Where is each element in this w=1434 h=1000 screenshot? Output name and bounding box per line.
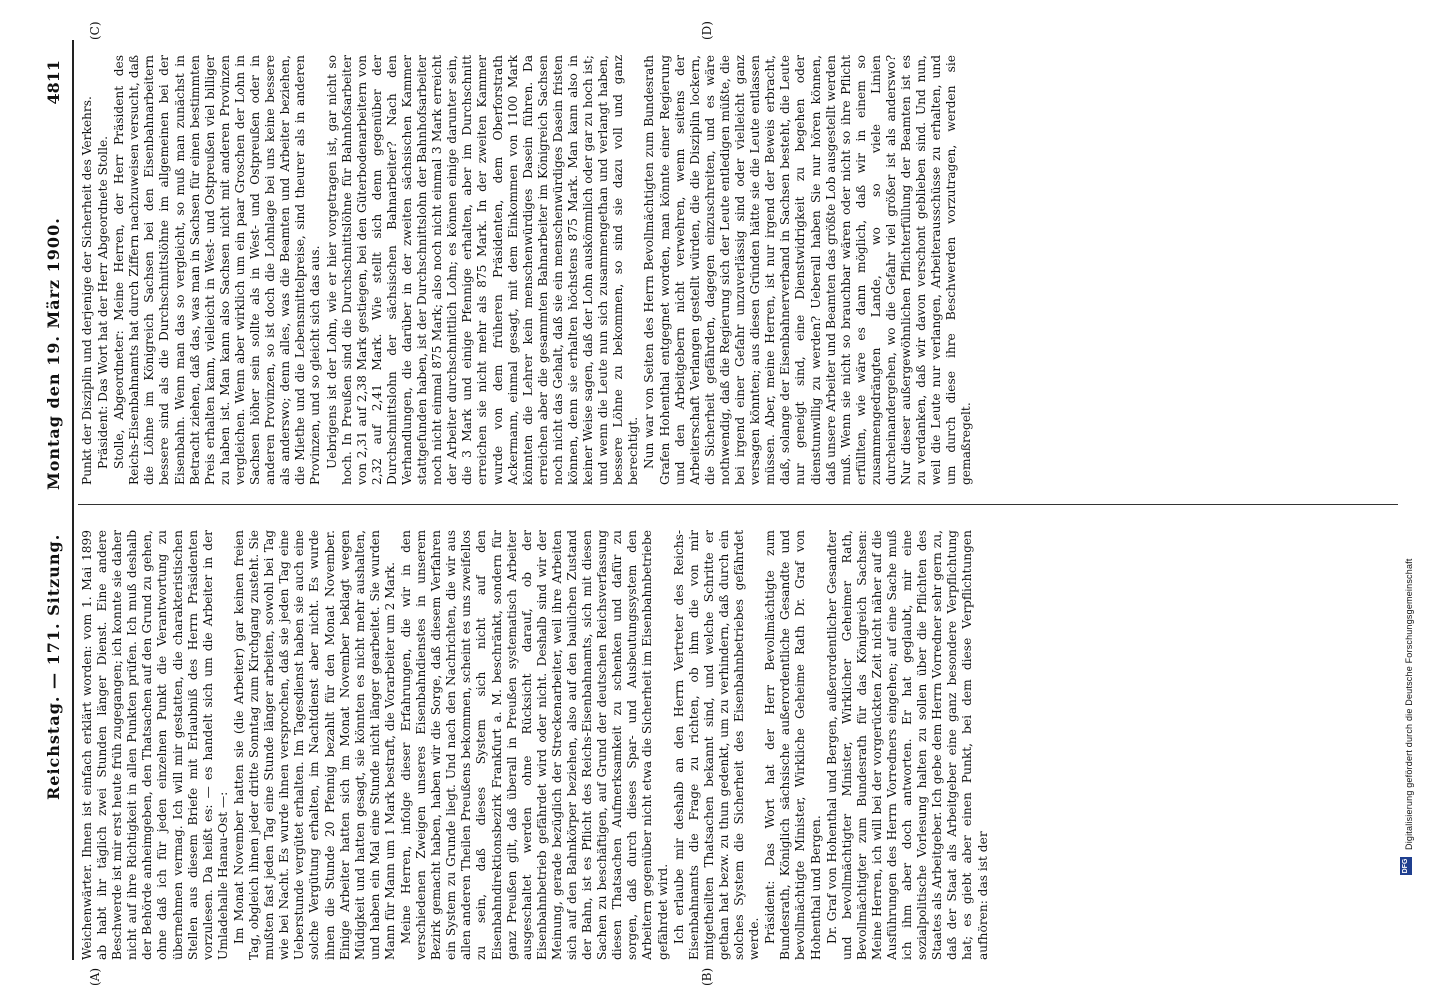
header-rule [72, 40, 74, 960]
paragraph: Weichenwärter. Ihnen ist einfach erklärt worden: vom 1. Mai 1899 ab habt ihr täglich zwei Stunden länger Dienst. Eine andere Beschwerde ist mir erst heute früh zugegangen; ich konnte sie daher nicht auf ihre Richtigkeit in allen Punkten prüfen. Ich muß deshalb der Behörde anheimgeben, den Thatsachen auf den Grund zu gehen, ohne daß ich für jeden einzelnen Punkt die Verantwortung zu übernehmen vermag. Ich will mir gestatten, die charakteristischen Stellen aus diesem Briefe mit Erlaubniß des Herrn Präsidenten vorzulesen. Da heißt es: — es handelt sich um die Arbeiter in der Umladehalle Hanau-Ost —: [80, 530, 230, 960]
paragraph: Im Monat November hatten sie (die Arbeiter) gar keinen freien Tag, obgleich ihnen jeder dritte Sonntag zum Kirchgang zusteht. Sie mußten fast jeden Tag eine Stunde länger arbeiten, sowohl bei Tag wie bei Nacht. Es wurde ihnen versprochen, daß sie jeden Tag eine Ueberstunde vergütet erhalten. Im Tagesdienst haben sie auch eine solche Vergütung erhalten, im Nachtdienst aber nicht. Es wurde ihnen die Stunde 20 Pfennig bezahlt für den Monat November. Einige Arbeiter hatten sich im Monat November beklagt wegen Müdigkeit und hatten gesagt, sie könnten es nicht mehr aushalten, und haben ein Mal eine Stunde nicht länger gearbeitet. Sie wurden Mann für Mann um 1 Mark bestraft, die Vorarbeiter um 2 Mark. [231, 530, 397, 960]
right-column [80, 55, 1390, 485]
paragraph: Uebrigens ist der Lohn, wie er hier vorgetragen ist, gar nicht so hoch. In Preußen sind die Durchschnittslöhne für Bahnhofsarbeiter von 2,31 auf 2,38 Mark gestiegen, bei den Güterbodenarbeitern von 2,32 auf 2,41 Mark. Wie stellt sich denn gegenüber der Durchschnittslohn der sächsischen Bahnarbeiter? Nach den Verhandlungen, die darüber in der zweiten sächsischen Kammer stattgefunden haben, ist der Durchschnittslohn der Bahnhofsarbeiter noch nicht einmal 875 Mark; also noch nicht einmal 3 Mark erreicht der Arbeiter durchschnittlich Lohn; es können einige darunter sein, die 3 Mark und einige Pfennige erhalten, aber im Durchschnitt erreichen sie nicht mehr als 875 Mark. In der zweiten Kammer wurde von dem früheren Präsidenten, dem Oberforstrath Ackermann, einmal gesagt, mit dem Einkommen von 1100 Mark könnten die Lehrer kein menschenwürdiges Dasein führen. Da erreichen aber die gesammten Bahnarbeiter im Königreich Sachsen noch nicht das Gehalt, daß sie ein menschenwürdiges Dasein fristen können, denn sie erhalten höchstens 875 Mark. Man kann also in keiner Weise sagen, daß der Lohn auskömmlich oder gar zu hoch ist; und wenn die Leute nun sich zusammengethan und verlangt haben, bessere Löhne zu bekommen, so sind sie dazu voll und ganz berechtigt. [324, 55, 641, 485]
paragraph: Stolle, Abgeordneter: Meine Herren, der Herr Präsident des Reichs-Eisenbahnamts hat durch Ziffern nachzuweisen versucht, daß die Löhne im Königreich Sachsen bei den Eisenbahnarbeitern bessere sind als die Durchschnittslöhne im allgemeinen bei der Eisenbahn. Wenn man das so vergleicht, so muß man zunächst in Betracht ziehen, daß das, was man in Sachsen für einen bestimmten Preis erhalten kann, vielleicht in West- und Ostpreußen viel billiger zu haben ist. Man kann also Sachsen nicht mit anderen Provinzen vergleichen. Wenn aber wirklich um ein paar Groschen der Lohn in Sachsen höher sein sollte als in West- und Ostpreußen oder in anderen Provinzen, so ist doch die Lohnlage bei uns keine bessere als anderswo; denn alles, was die Beamten und Arbeiter beziehen, die Miethe und die Lebensmittelpreise, sind theurer als in anderen Provinzen, und so gleicht sich das aus. [112, 55, 323, 485]
left-column [80, 530, 1390, 960]
page-title: Reichstag. — 171. Sitzung. [44, 533, 63, 800]
page-header [40, 60, 70, 960]
margin-marker-d: (D) [700, 21, 714, 40]
paragraph: Dr. Graf von Hohenthal und Bergen, außerordentlicher Gesandter und bevollmächtigter Minister, Wirklicher Geheimer Rath, Bevollmächtigter zum Bundesrath für das Königreich Sachsen: Meine Herren, ich will bei der vorgerückten Zeit nicht näher auf die Ausführungen des Herrn Vorredners eingehen; auf eine Sache muß ich ihm aber doch antworten. Er hat geglaubt, mir eine sozialpolitische Vorlesung halten zu sollen über die Pflichten des Staates als Arbeitgeber. Ich gebe dem Herrn Vorredner sehr gern zu, daß der Staat als Arbeitgeber eine ganz besondere Verpflichtung hat; es giebt aber einen Punkt, bei dem diese Verpflichtungen aufhören: das ist der [824, 530, 990, 960]
page-number: 4811 [44, 60, 63, 105]
paragraph: Ich erlaube mir deshalb an den Herrn Vertreter des Reichs-Eisenbahnamts die Frage zu richten, ob ihm die von mir mitgetheilten Thatsachen bekannt sind, und welche Schritte er gethan hat bezw. zu thun gedenkt, um zu verhindern, daß durch ein solches System die Sicherheit des Eisenbahnbetriebes gefährdet werde. [671, 530, 762, 960]
paragraph: Nun war von Seiten des Herrn Bevollmächtigten zum Bundesrath Grafen Hohenthal entgegnet worden, man könnte einer Regierung und den Arbeitgebern nicht verwehren, wenn seitens der Arbeiterschaft Verlangen gestellt würden, die die Disziplin lockern, die Sicherheit gefährden, dagegen einzuschreiten, und es wäre nothwendig, daß die Regierung sich der Leute entledigen müßte, die bei irgend einer Gefahr unzuverlässig sind oder vielleicht ganz versagen könnten; aus diesen Gründen hätte sie die Leute entlassen müssen. Aber, meine Herren, ist nur irgend der Beweis erbracht, daß, solange der Eisenbahnerverband in Sachsen besteht, die Leute nur geneigt sind, eine Dienstwidrigkeit zu begehen oder dienstunwillig zu werden? Ueberall haben Sie nur hören können, daß unsere Arbeiter und Beamten das größte Lob ausgestellt werden muß. Wenn sie nicht so brauchbar wären oder nicht so ihre Pflicht erfüllten, wie wäre es dann möglich, daß wir in einem so zusammengedrängten Lande, wo so viele Linien durcheinandergehen, wo die Gefahr viel größer ist als anderswo? Nur dieser außergewöhnlichen Pflichterfüllung der Beamten ist es zu verdanken, daß wir davon verschont geblieben sind. Und nun, weil die Leute nur verlangen, Arbeiterausschüsse zu erhalten, und um durch diese ihre Beschwerden vorzutragen, werden sie gemaßregelt. [642, 55, 974, 485]
column-divider [78, 504, 1398, 505]
margin-marker-a: (A) [88, 967, 102, 986]
paragraph: Präsident: Das Wort hat der Herr Bevollmächtigte zum Bundesrath, Königlich sächsische außerordentliche Gesandte und bevollmächtigte Minister, Wirkliche Geheime Rath Dr. Graf von Hohenthal und Bergen. [763, 530, 823, 960]
session-date: Montag den 19. März 1900. [44, 217, 63, 490]
dfg-logo: DFG [1400, 857, 1412, 875]
digitization-note: Digitalisierung gefördert durch die Deutsche Forschungsgemeinschaft [1404, 558, 1414, 850]
paragraph: Präsident: Das Wort hat der Herr Abgeordnete Stolle. [96, 135, 111, 469]
paragraph: Punkt der Disziplin und derjenige der Sicherheit des Verkehrs. [80, 96, 94, 485]
margin-marker-b: (B) [700, 967, 714, 986]
paragraph: Meine Herren, infolge dieser Erfahrungen, die wir in den verschiedenen Zweigen unseres Eisenbahndienstes in unserem Bezirk gemacht haben, haben wir die Sorge, daß diesem Verfahren ein System zu Grunde liegt. Und nach den Nachrichten, die wir aus allen anderen Theilen Preußens bekommen, scheint es uns zweifellos zu sein, daß dieses System sich nicht auf den Eisenbahndirektionsbezirk Frankfurt a. M. beschränkt, sondern für ganz Preußen gilt, daß überall in Preußen systematisch Arbeiter ausgeschaltet werden ohne Rücksicht darauf, ob der Eisenbahnbetrieb gefährdet wird oder nicht. Deshalb sind wir der Meinung, gerade bezüglich der Streckenarbeiter, weil ihre Arbeiten sich auf den Bahnkörper beziehen, also auf den baulichen Zustand der Bahn, ist es Pflicht des Reichs-Eisenbahnamts, sich mit diesen Sachen zu beschäftigen, auf Grund der deutschen Reichsverfassung diesen Thatsachen Aufmerksamkeit zu schenken und dafür zu sorgen, daß durch dieses Spar- und Ausbeutungssystem den Arbeitern gegenüber nicht etwa die Sicherheit im Eisenbahnbetriebe gefährdet wird. [398, 530, 670, 960]
margin-marker-c: (C) [88, 21, 102, 40]
